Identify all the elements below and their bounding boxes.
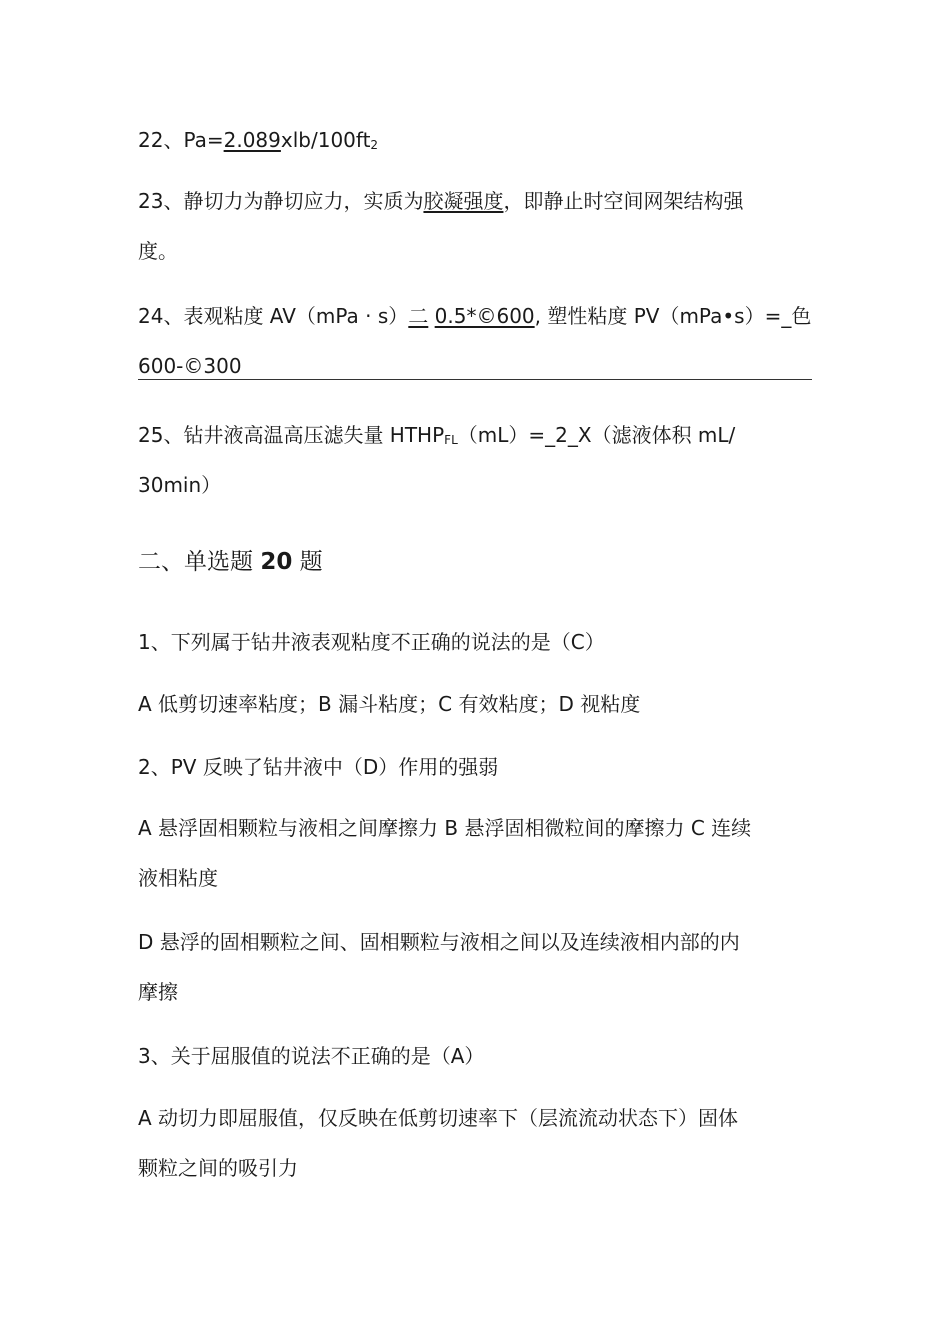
item-23-prefix: 23、静切力为静切应力，实质为 (138, 189, 424, 213)
item-24-suffix: , 塑性粘度 PV（mPa•s）=_色 (534, 304, 812, 328)
section-count: 20 (260, 549, 293, 575)
question-1-options: A 低剪切速率粘度；B 漏斗粘度；C 有效粘度；D 视粘度 (138, 692, 641, 716)
divider-line (138, 379, 812, 380)
question-3: 3、关于屈服值的说法不正确的是（A） (138, 1044, 485, 1068)
question-3-option-a-line2: 颗粒之间的吸引力 (138, 1156, 298, 1180)
question-1: 1、下列属于钻井液表观粘度不正确的说法的是（C） (138, 630, 605, 654)
item-25-line2: 30min） (138, 473, 222, 497)
question-3-option-a-line1: A 动切力即屈服值，仅反映在低剪切速率下（层流流动状态下）固体 (138, 1106, 739, 1130)
item-22-prefix: 22、Pa= (138, 128, 224, 152)
question-2-options-line2: 液相粘度 (138, 866, 218, 890)
section-heading (138, 548, 323, 576)
question-2-option-d-line2: 摩擦 (138, 980, 178, 1004)
item-24-answer: 0.5*©600 (434, 304, 535, 328)
item-24-line1 (138, 304, 811, 328)
item-22-suffix: xlb/100ft (280, 128, 371, 152)
item-23-answer: 胶凝强度 (423, 189, 504, 213)
item-25-suffix: （mL）=_2_X（滤液体积 mL/ (457, 423, 736, 447)
item-22 (138, 128, 378, 157)
item-24-answer-mark: 二 (408, 304, 429, 328)
item-23-suffix: ，即静止时空间网架结构强 (503, 189, 744, 213)
item-22-subscript: 2 (370, 138, 379, 152)
section-suffix: 题 (292, 549, 323, 575)
item-22-value: 2.089 (223, 128, 281, 152)
question-2-options-line1: A 悬浮固相颗粒与液相之间摩擦力 B 悬浮固相微粒间的摩擦力 C 连续 (138, 816, 752, 840)
item-23-line1 (138, 189, 743, 213)
item-24-prefix: 24、表观粘度 AV（mPa · s） (138, 304, 409, 328)
question-2-option-d-line1: D 悬浮的固相颗粒之间、固相颗粒与液相之间以及连续液相内部的内 (138, 930, 740, 954)
item-25-prefix: 25、钻井液高温高压滤失量 HTHP (138, 423, 445, 447)
item-25-subscript: FL (444, 433, 458, 447)
item-24-line2: 600-©300 (138, 354, 242, 378)
item-23-line2: 度。 (138, 239, 178, 263)
item-25-line1 (138, 423, 735, 452)
question-2: 2、PV 反映了钻井液中（D）作用的强弱 (138, 755, 499, 779)
section-prefix: 二、单选题 (138, 549, 261, 575)
